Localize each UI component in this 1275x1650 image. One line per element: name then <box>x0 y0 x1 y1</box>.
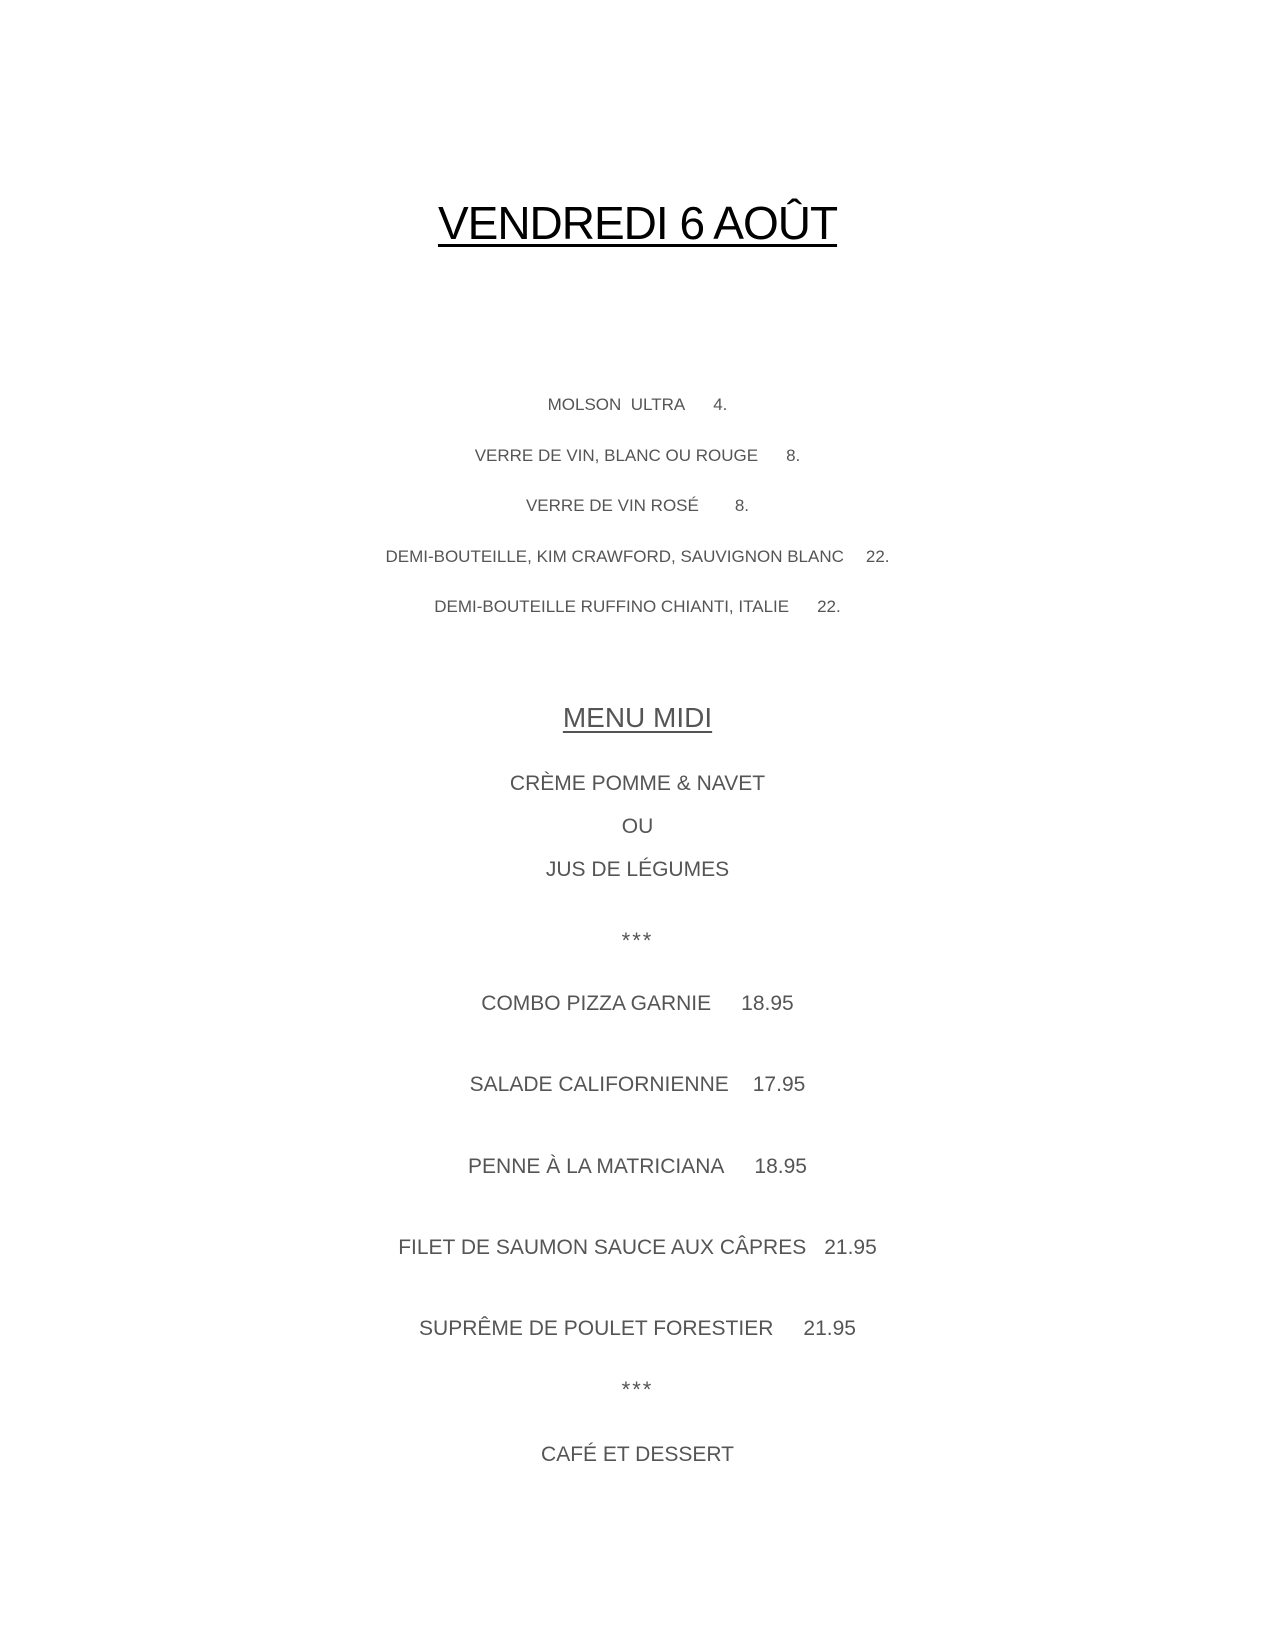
soup-option: CRÈME POMME & NAVET <box>509 772 766 795</box>
dish-item <box>0 1156 1275 1177</box>
drink-name: MOLSON ULTRA <box>547 395 686 414</box>
drink-price: 8. <box>734 496 750 515</box>
dessert: CAFÉ ET DESSERT <box>541 1443 734 1466</box>
drink-item <box>0 447 1275 464</box>
dish-price: 21.95 <box>803 1317 856 1340</box>
drink-price: 22. <box>865 547 890 566</box>
dish-price: 21.95 <box>824 1236 877 1259</box>
drink-name: DEMI-BOUTEILLE RUFFINO CHIANTI, ITALIE <box>434 597 790 616</box>
dish-item <box>0 1318 1275 1339</box>
dish-price: 18.95 <box>741 992 794 1015</box>
page-title: VENDREDI 6 AOÛT <box>437 197 838 249</box>
dish-name: COMBO PIZZA GARNIE <box>481 992 712 1015</box>
drink-price: 22. <box>817 597 841 616</box>
dish-price: 18.95 <box>754 1155 807 1178</box>
drink-name: VERRE DE VIN ROSÉ <box>525 496 699 515</box>
dish-item <box>0 1074 1275 1095</box>
dish-item <box>0 993 1275 1014</box>
dish-name: PENNE À LA MATRICIANA <box>468 1155 725 1178</box>
dish-name: SALADE CALIFORNIENNE <box>469 1073 729 1096</box>
soup-option: JUS DE LÉGUMES <box>545 858 730 881</box>
drink-item <box>0 497 1275 514</box>
drink-name: VERRE DE VIN, BLANC OU ROUGE <box>474 446 759 465</box>
drink-item <box>0 396 1275 413</box>
drink-price: 8. <box>786 446 801 465</box>
separator: *** <box>621 928 654 953</box>
drink-item <box>0 598 1275 615</box>
drink-name: DEMI-BOUTEILLE, KIM CRAWFORD, SAUVIGNON BLANC <box>385 547 844 566</box>
drink-item <box>0 548 1275 565</box>
soup-or: OU <box>621 815 654 838</box>
separator: *** <box>621 1377 654 1402</box>
menu-heading: MENU MIDI <box>562 702 713 733</box>
dish-price: 17.95 <box>752 1073 806 1096</box>
drink-price: 4. <box>713 395 728 414</box>
dish-name: SUPRÊME DE POULET FORESTIER <box>419 1317 774 1340</box>
dish-item <box>0 1237 1275 1258</box>
dish-name: FILET DE SAUMON SAUCE AUX CÂPRES <box>398 1236 807 1259</box>
